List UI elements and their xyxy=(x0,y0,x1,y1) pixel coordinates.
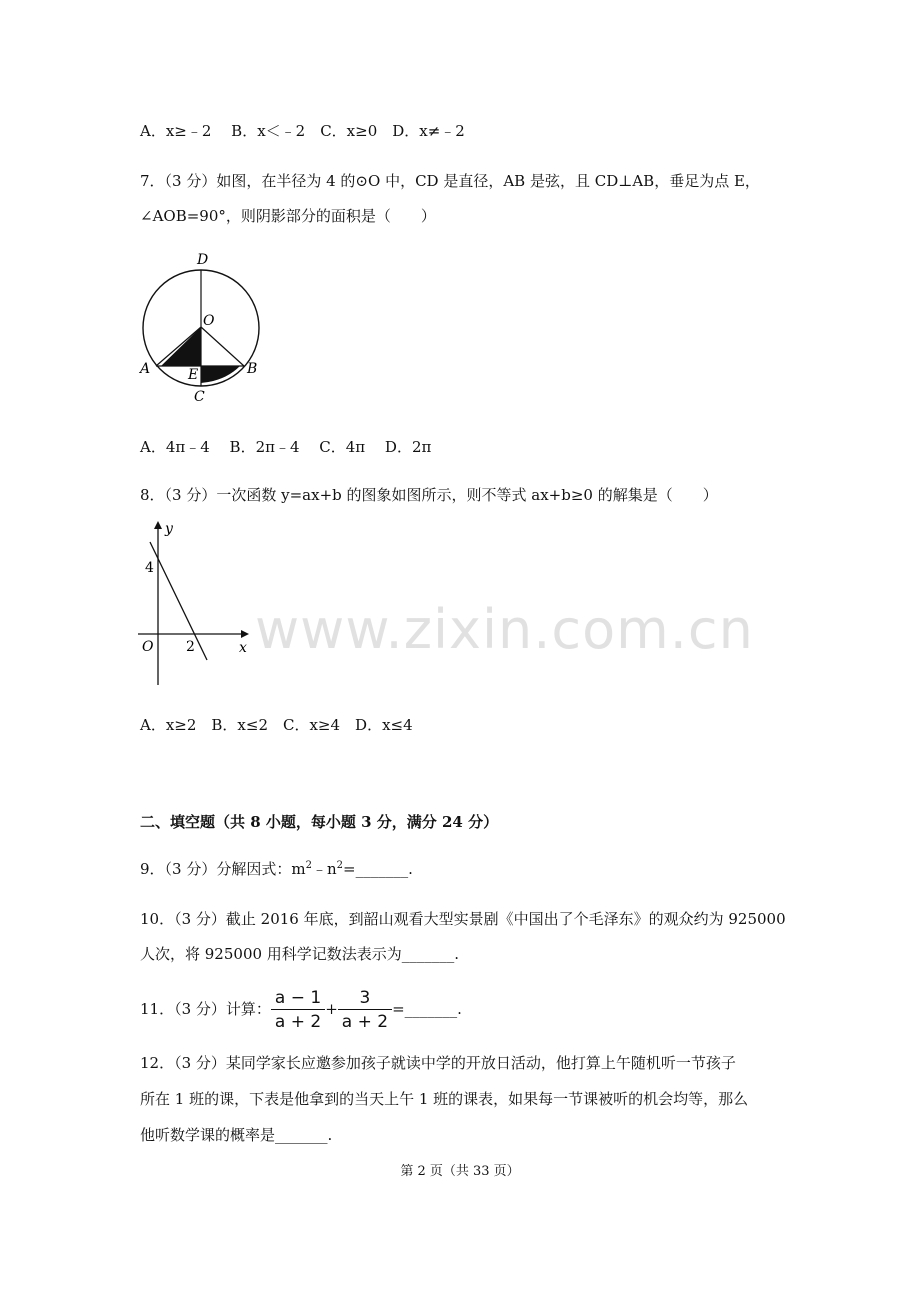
q12-text-line2: 所在 1 班的课，下表是他拿到的当天上午 1 班的课表，如果每一节课被听的机会均等，那么 xyxy=(140,1090,749,1108)
q12-text-line3: 他听数学课的概率是_______. xyxy=(140,1126,333,1144)
q12-text-line1: 12．（3 分）某同学家长应邀参加孩子就读中学的开放日活动，他打算上午随机听一节孩子 xyxy=(140,1054,736,1072)
q9-text: 9．（3 分）分解因式：$m^2﹣n^2=\_\_\_\_\_\_\_$. xyxy=(140,860,413,878)
section-2-title: 二、填空题（共 8 小题，每小题 3 分，满分 24 分） xyxy=(140,813,499,831)
q7-circle-figure xyxy=(130,245,280,410)
q10-text-line2: 人次，将 925000 用科学记数法表示为_______. xyxy=(140,945,460,963)
label-a: A xyxy=(140,361,151,377)
y-intercept-label: 4 xyxy=(145,560,154,576)
q8-text: 8．（3 分）一次函数 y=ax+b 的图象如图所示，则不等式 ax+b≥0 的解集是（ ） xyxy=(140,486,718,504)
q11-text: 11．（3 分）计算： $\frac{a - 1}{a + 2}$ + $\frac{3}{a + 2}$ =_______. xyxy=(140,988,462,1032)
q8-options: A．x≥2 B．x≤2 C．x≥4 D．x≤4 xyxy=(140,716,413,734)
q7-options: A．4π﹣4 B．2π﹣4 C．4π D．2π xyxy=(140,438,432,456)
q8-linear-graph xyxy=(130,515,260,690)
label-o: O xyxy=(203,313,215,329)
origin-label: O xyxy=(142,639,154,655)
fraction-2: $\frac{3}{a + 2}$ xyxy=(338,988,392,1032)
page-footer: 第 2 页（共 33 页） xyxy=(400,1164,520,1179)
q10-text-line1: 10．（3 分）截止 2016 年底，到韶山观看大型实景剧《中国出了个毛泽东》的观众约为 925000 xyxy=(140,910,786,928)
watermark: www.zixin.com.cn xyxy=(255,598,754,661)
q7-text-line1: 7．（3 分）如图，在半径为 4 的⊙O 中，CD 是直径，AB 是弦，且 CD⊥AB，垂足为点 E， xyxy=(140,172,760,190)
shaded-region-right xyxy=(201,366,240,383)
fraction-1: $\frac{a - 1}{a + 2}$ xyxy=(271,988,325,1032)
axis-label-x: x xyxy=(239,640,247,656)
x-intercept-label: 2 xyxy=(186,639,195,655)
q6-options: A．x≥﹣2 B．x＜﹣2 C．x≥0 D．x≠﹣2 xyxy=(140,122,465,140)
label-e: E xyxy=(188,367,199,383)
shaded-region-left xyxy=(161,327,201,366)
q7-text-line2: ∠AOB=90°，则阴影部分的面积是（ ） xyxy=(140,207,436,225)
label-b: B xyxy=(247,361,258,377)
label-c: C xyxy=(194,389,205,405)
axis-label-y: y xyxy=(165,521,173,537)
label-d: D xyxy=(197,252,209,268)
